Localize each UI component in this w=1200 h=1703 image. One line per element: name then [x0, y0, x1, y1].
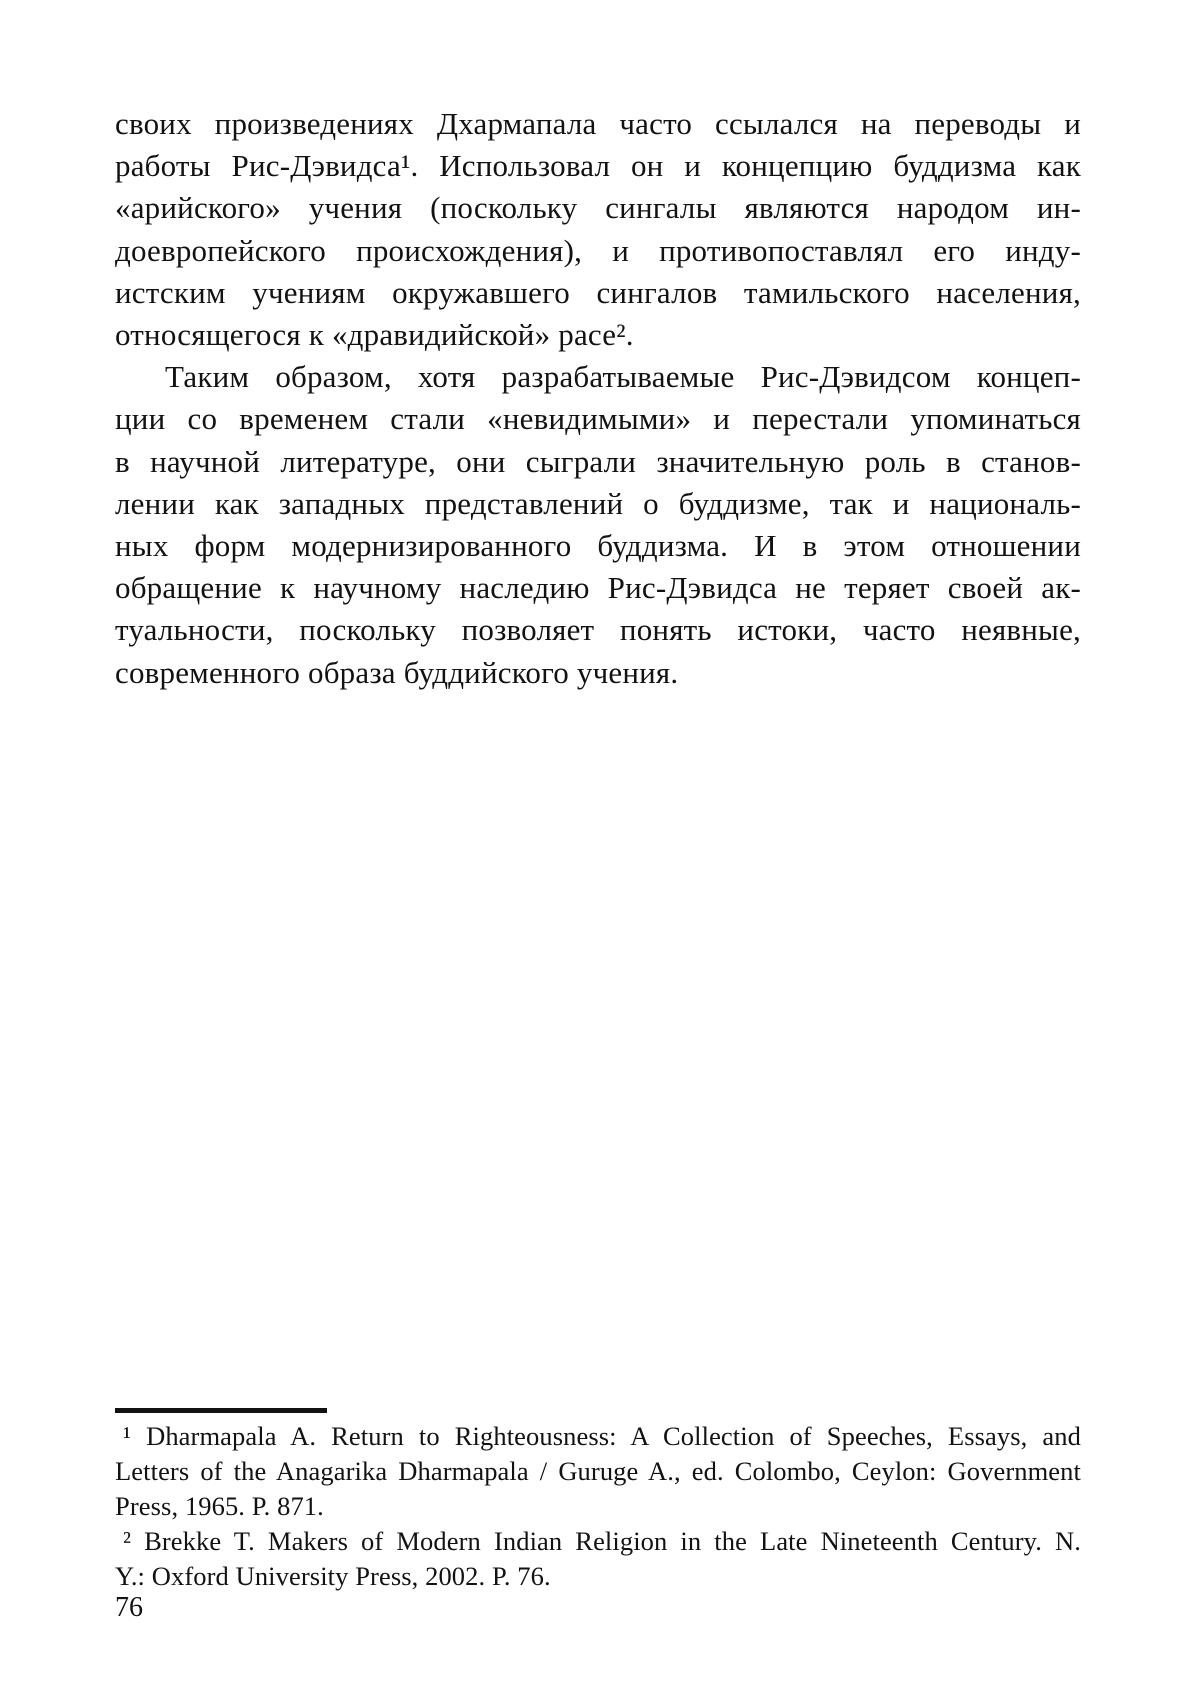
footnote-separator-rule [115, 1408, 327, 1413]
text-line: лении как западных представлений о буддизме, так и националь- [115, 485, 1081, 521]
text-line: доевропейского происхождения), и противопоставлял его инду- [115, 232, 1081, 268]
text-line: работы Рис-Дэвидса¹. Использовал он и концепцию буддизма как [115, 148, 1081, 184]
text-line: Letters of the Anagarika Dharmapala / Guruge A., ed. Colombo, Ceylon: Government [115, 1456, 1081, 1486]
text-line: обращение к научному наследию Рис-Дэвидса не теряет своей ак- [115, 570, 1081, 606]
text-line: Таким образом, хотя разрабатываемые Рис-Дэвидсом концеп- [165, 359, 1081, 395]
footnote-item [115, 1419, 1081, 1524]
text-line: «арийского» учения (поскольку сингалы являются народом ин- [115, 190, 1081, 226]
text-line: своих произведениях Дхармапала часто ссылался на переводы и [115, 106, 1081, 141]
footnotes-block [115, 1419, 1081, 1594]
paragraph [115, 103, 1081, 356]
text-line: современного образа буддийского учения. [115, 654, 679, 690]
main-text-block [115, 103, 1081, 694]
text-line: ции со временем стали «невидимыми» и перестали упоминаться [115, 401, 1081, 437]
text-line: Press, 1965. P. 871. [115, 1491, 324, 1521]
page-number: 76 [115, 1592, 143, 1623]
paragraph [115, 356, 1081, 694]
text-line: ¹ Dharmapala A. Return to Righteousness: A Collection of Speeches, Essays, and [123, 1421, 1081, 1451]
text-line: Y.: Oxford University Press, 2002. P. 76. [115, 1561, 551, 1591]
text-line: туальности, поскольку позволяет понять истоки, часто неявные, [115, 612, 1081, 648]
text-line: ² Brekke T. Makers of Modern Indian Religion in the Late Nineteenth Century. N. [123, 1526, 1081, 1556]
text-line: в научной литературе, они сыграли значительную роль в станов- [115, 443, 1081, 479]
footnote-item [115, 1524, 1081, 1594]
text-line: относящегося к «дравидийской» расе². [115, 317, 634, 353]
text-line: ных форм модернизированного буддизма. И в этом отношении [115, 528, 1081, 564]
text-line: истским учениям окружавшего сингалов тамильского населения, [115, 274, 1081, 310]
